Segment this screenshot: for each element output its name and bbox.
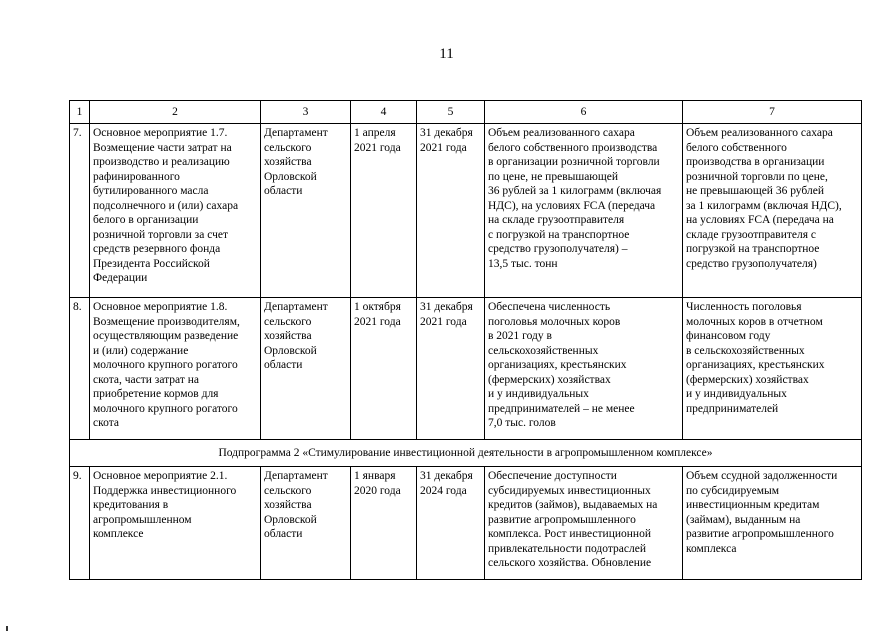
expected-result: Объем реализованного сахара белого собственного производства в организации розничной торговли по цене, не превышающей 36 рублей за 1 килограмм (включая НДС), на условиях FCA (передача на складе грузоотправителя с погрузкой на транспортное средство грузополучателя) – 13,5 тыс. тонн	[485, 124, 683, 298]
start-date: 1 апреля 2021 года	[351, 124, 417, 298]
table-row	[70, 124, 862, 298]
row-number: 7.	[70, 124, 90, 298]
expected-result: Обеспечена численность поголовья молочных коров в 2021 году в сельскохозяйственных организациях, крестьянских (фермерских) хозяйствах и у индивидуальных предпринимателей – не менее 7,0 тыс. голов	[485, 298, 683, 440]
start-date: 1 октября 2021 года	[351, 298, 417, 440]
column-header: 4	[351, 101, 417, 124]
column-header: 6	[485, 101, 683, 124]
event-name: Основное мероприятие 2.1. Поддержка инвестиционного кредитования в агропромышленном комплексе	[90, 467, 261, 580]
subprogram-row	[70, 440, 862, 467]
end-date: 31 декабря 2021 года	[417, 298, 485, 440]
measures-table	[69, 100, 862, 580]
indicator: Объем реализованного сахара белого собственного производства в организации розничной торговли по цене, не превышающей 36 рублей за 1 килограмм (включая НДС), на условиях FCA (передача на складе грузоотправителя с погрузкой на транспортное средство грузополучателя)	[683, 124, 862, 298]
row-number: 9.	[70, 467, 90, 580]
column-header: 1	[70, 101, 90, 124]
column-header: 2	[90, 101, 261, 124]
executor: Департамент сельского хозяйства Орловской области	[261, 467, 351, 580]
table-row	[70, 467, 862, 580]
end-date: 31 декабря 2021 года	[417, 124, 485, 298]
indicator: Объем ссудной задолженности по субсидируемым инвестиционным кредитам (займам), выданным на развитие агропромышленного комплекса	[683, 467, 862, 580]
indicator: Численность поголовья молочных коров в отчетном финансовом году в сельскохозяйственных организациях, крестьянских (фермерских) хозяйствах и у индивидуальных предпринимателей	[683, 298, 862, 440]
expected-result: Обеспечение доступности субсидируемых инвестиционных кредитов (займов), выдаваемых на развитие агропромышленного комплекса. Рост инвестиционной привлекательности подотраслей сельского хозяйства. Обновление	[485, 467, 683, 580]
row-number: 8.	[70, 298, 90, 440]
page-number: 11	[439, 46, 454, 62]
end-date: 31 декабря 2024 года	[417, 467, 485, 580]
table-row	[70, 298, 862, 440]
subprogram-title: Подпрограмма 2 «Стимулирование инвестиционной деятельности в агропромышленном комплексе»	[70, 440, 862, 467]
event-name: Основное мероприятие 1.7. Возмещение части затрат на производство и реализацию рафинированного бутилированного масла подсолнечного и (или) сахара белого в организации розничной торговли за счет средств резервного фонда Президента Российской Федерации	[90, 124, 261, 298]
executor: Департамент сельского хозяйства Орловской области	[261, 124, 351, 298]
start-date: 1 января 2020 года	[351, 467, 417, 580]
table-header-row	[70, 101, 862, 124]
column-header: 5	[417, 101, 485, 124]
event-name: Основное мероприятие 1.8. Возмещение производителям, осуществляющим разведение и (или) содержание молочного крупного рогатого скота, части затрат на приобретение кормов для молочного крупного рогатого скота	[90, 298, 261, 440]
scan-artifact	[6, 626, 8, 631]
column-header: 7	[683, 101, 862, 124]
executor: Департамент сельского хозяйства Орловской области	[261, 298, 351, 440]
column-header: 3	[261, 101, 351, 124]
